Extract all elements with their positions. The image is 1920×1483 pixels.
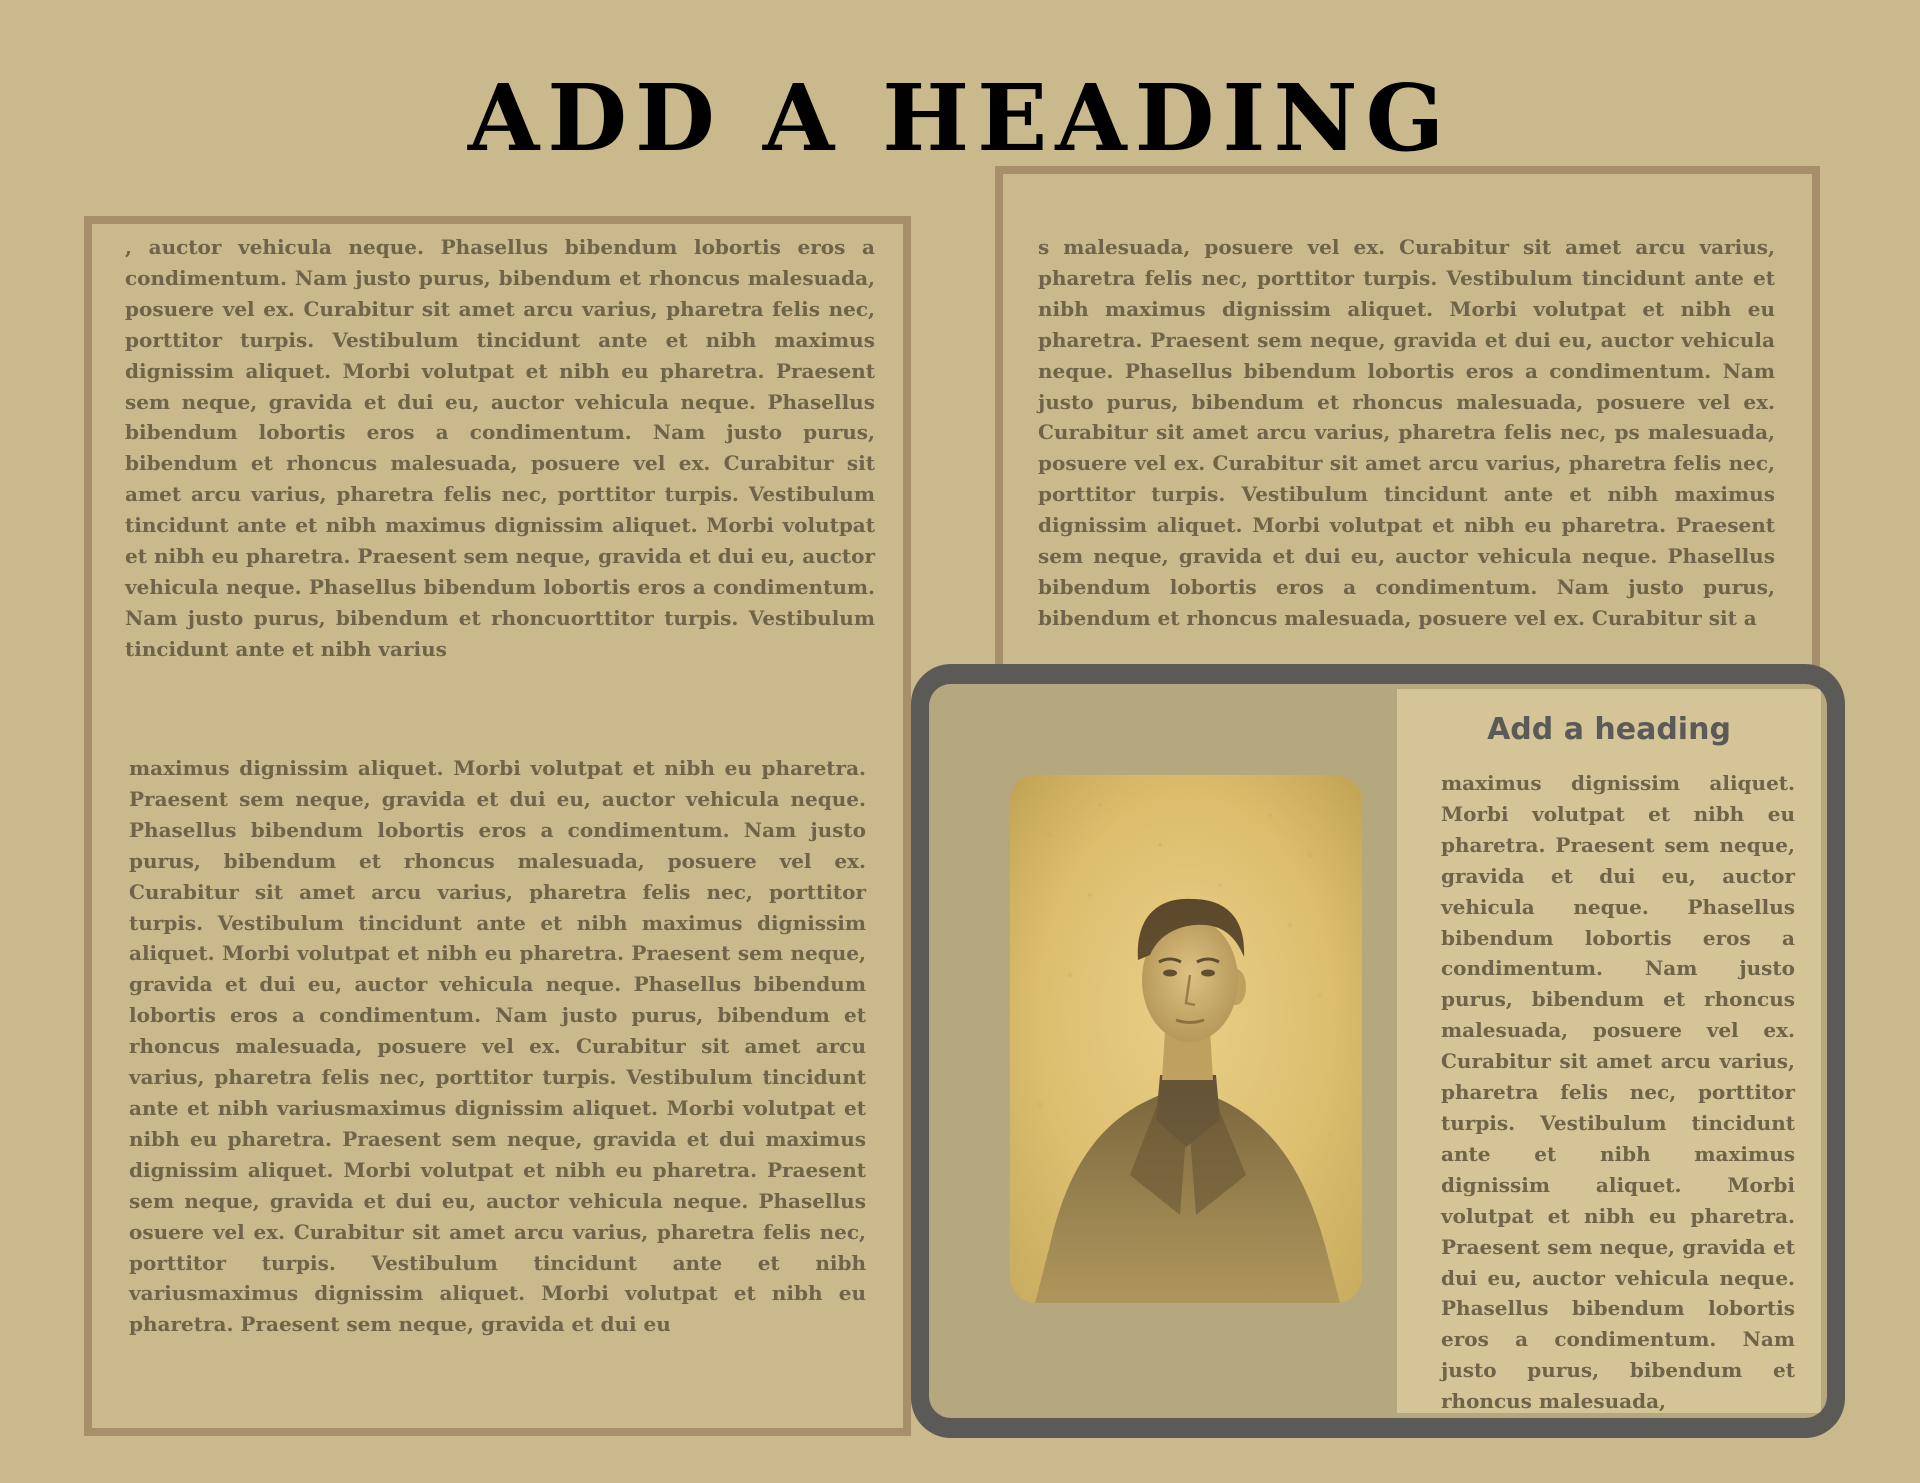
page-title: ADD A HEADING <box>467 64 1453 172</box>
left-top-paragraph: , auctor vehicula neque. Phasellus bibendum lobortis eros a condimentum. Nam justo purus, bibendum et rhoncus malesuada, posuere vel ex. Curabitur sit amet arcu varius, pharetra felis nec, porttitor turpis. Vestibulum tincidunt ante et nibh maximus dignissim aliquet. Morbi volutpat et nibh eu pharetra. Praesent sem neque, gravida et dui eu, auctor vehicula neque. Phasellus bibendum lobortis eros a condimentum. Nam justo purus, bibendum et rhoncus malesuada, posuere vel ex. Curabitur sit amet arcu varius, pharetra felis nec, porttitor turpis. Vestibulum tincidunt ante et nibh maximus dignissim aliquet. Morbi volutpat et nibh eu pharetra. Praesent sem neque, gravida et dui eu, auctor vehicula neque. Phasellus bibendum lobortis eros a condimentum. Nam justo purus, bibendum et rhoncuorttitor turpis. Vestibulum tincidunt ante et nibh varius <box>125 235 875 661</box>
right-top-paragraph: s malesuada, posuere vel ex. Curabitur sit amet arcu varius, pharetra felis nec, porttitor turpis. Vestibulum tincidunt ante et nibh maximus dignissim aliquet. Morbi volutpat et nibh eu pharetra. Praesent sem neque, gravida et dui eu, auctor vehicula neque. Phasellus bibendum lobortis eros a condimentum. Nam justo purus, bibendum et rhoncus malesuada, posuere vel ex. Curabitur sit amet arcu varius, pharetra felis nec, ps malesuada, posuere vel ex. Curabitur sit amet arcu varius, pharetra felis nec, porttitor turpis. Vestibulum tincidunt ante et nibh maximus dignissim aliquet. Morbi volutpat et nibh eu pharetra. Praesent sem neque, gravida et dui eu, auctor vehicula neque. Phasellus bibendum lobortis eros a condimentum. Nam justo purus, bibendum et rhoncus malesuada, posuere vel ex. Curabitur sit a <box>1038 235 1775 630</box>
portrait-image <box>1010 775 1362 1303</box>
portrait-photo <box>1010 775 1362 1303</box>
card-text-panel <box>1397 689 1821 1413</box>
left-bottom-paragraph: maximus dignissim aliquet. Morbi volutpat et nibh eu pharetra. Praesent sem neque, gravida et dui eu, auctor vehicula neque. Phasellus bibendum lobortis eros a condimentum. Nam justo purus, bibendum et rhoncus malesuada, posuere vel ex. Curabitur sit amet arcu varius, pharetra felis nec, porttitor turpis. Vestibulum tincidunt ante et nibh maximus dignissim aliquet. Morbi volutpat et nibh eu pharetra. Praesent sem neque, gravida et dui eu, auctor vehicula neque. Phasellus bibendum lobortis eros a condimentum. Nam justo purus, bibendum et rhoncus malesuada, posuere vel ex. Curabitur sit amet arcu varius, pharetra felis nec, porttitor turpis. Vestibulum tincidunt ante et nibh variusmaximus dignissim aliquet. Morbi volutpat et nibh eu pharetra. Praesent sem neque, gravida et dui maximus dignissim aliquet. Morbi volutpat et nibh eu pharetra. Praesent sem neque, gravida et dui eu, auctor vehicula neque. Phasellus osuere vel ex. Curabitur sit amet arcu varius, pharetra felis nec, porttitor turpis. Vestibulum tincidunt ante et nibh variusmaximus dignissim aliquet. Morbi volutpat et nibh eu pharetra. Praesent sem neque, gravida et dui eu <box>129 756 866 1337</box>
card-heading: Add a heading <box>1487 712 1731 747</box>
card-paragraph: maximus dignissim aliquet. Morbi volutpat et nibh eu pharetra. Praesent sem neque, gravida et dui eu, auctor vehicula neque. Phasellus bibendum lobortis eros a condimentum. Nam justo purus, bibendum et rhoncus malesuada, posuere vel ex. Curabitur sit amet arcu varius, pharetra felis nec, porttitor turpis. Vestibulum tincidunt ante et nibh maximus dignissim aliquet. Morbi volutpat et nibh eu pharetra. Praesent sem neque, gravida et dui eu, auctor vehicula neque. Phasellus bibendum lobortis eros a condimentum. Nam justo purus, bibendum et rhoncus malesuada, <box>1441 771 1795 1414</box>
feature-card <box>911 664 1845 1438</box>
feature-card-inner <box>929 684 1827 1418</box>
